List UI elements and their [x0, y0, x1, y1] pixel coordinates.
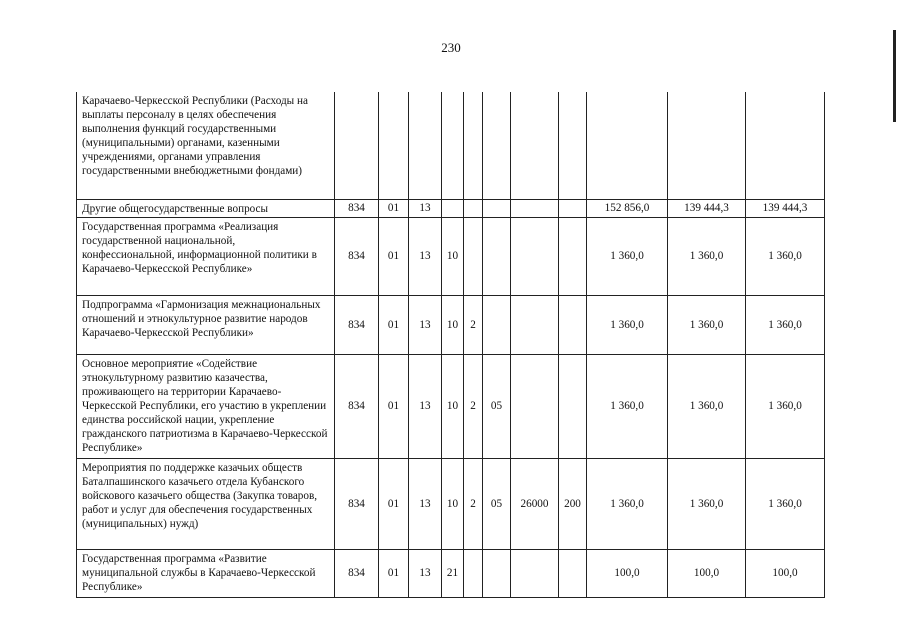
row-name: Государственная программа «Развитие муниципальной службы в Карачаево-Черкесской Республике» — [77, 549, 335, 597]
event-code — [483, 92, 511, 199]
ministry-code: 834 — [335, 354, 379, 458]
direction-code: 26000 — [511, 458, 559, 549]
table-row — [77, 199, 825, 217]
direction-code — [511, 92, 559, 199]
amount-1: 1 360,0 — [587, 217, 668, 295]
subprogram-code — [464, 217, 483, 295]
subprogram-code: 2 — [464, 354, 483, 458]
subprogram-code — [464, 549, 483, 597]
amount-2: 1 360,0 — [668, 295, 746, 354]
subsection-code: 13 — [409, 549, 442, 597]
event-code — [483, 199, 511, 217]
subsection-code — [409, 92, 442, 199]
subsection-code: 13 — [409, 295, 442, 354]
section-code — [379, 92, 409, 199]
table-row — [77, 354, 825, 458]
amount-1: 1 360,0 — [587, 295, 668, 354]
direction-code — [511, 217, 559, 295]
subsection-code: 13 — [409, 199, 442, 217]
program-code: 10 — [442, 354, 464, 458]
expense-type-code — [559, 295, 587, 354]
ministry-code: 834 — [335, 549, 379, 597]
row-name: Другие общегосударственные вопросы — [77, 199, 335, 217]
event-code — [483, 217, 511, 295]
table-row — [77, 92, 825, 199]
section-code: 01 — [379, 217, 409, 295]
direction-code — [511, 549, 559, 597]
amount-2: 1 360,0 — [668, 354, 746, 458]
table-row — [77, 217, 825, 295]
ministry-code: 834 — [335, 295, 379, 354]
row-name: Мероприятия по поддержке казачьих обществ Баталпашинского казачьего отдела Кубанского войскового казачьего общества (Закупка товаров, работ и услуг для обеспечения государственных (муниципальных) нужд) — [77, 458, 335, 549]
row-name: Карачаево-Черкесской Республики (Расходы на выплаты персоналу в целях обеспечения выполнения функций государственными (муниципальными) органами, казенными учреждениями, органами управления государственными внебюджетными фондами) — [77, 92, 335, 199]
expense-type-code — [559, 354, 587, 458]
amount-2: 100,0 — [668, 549, 746, 597]
amount-2: 1 360,0 — [668, 217, 746, 295]
row-name: Основное мероприятие «Содействие этнокультурному развитию казачества, проживающего на территории Карачаево-Черкесской Республики, его участию в укреплении единства российской нации, укрепление гражданского патриотизма в Карачаево-Черкесской Республике» — [77, 354, 335, 458]
section-code: 01 — [379, 295, 409, 354]
expense-type-code — [559, 217, 587, 295]
event-code: 05 — [483, 354, 511, 458]
page-number: 230 — [441, 40, 461, 55]
amount-2: 139 444,3 — [668, 199, 746, 217]
amount-2 — [668, 92, 746, 199]
table-row — [77, 295, 825, 354]
direction-code — [511, 354, 559, 458]
event-code — [483, 295, 511, 354]
program-code: 10 — [442, 295, 464, 354]
scan-edge-mark — [893, 30, 896, 122]
amount-1: 152 856,0 — [587, 199, 668, 217]
budget-table — [76, 92, 825, 598]
amount-3: 1 360,0 — [746, 354, 825, 458]
program-code: 21 — [442, 549, 464, 597]
event-code — [483, 549, 511, 597]
amount-3: 1 360,0 — [746, 458, 825, 549]
amount-2: 1 360,0 — [668, 458, 746, 549]
section-code: 01 — [379, 458, 409, 549]
amount-3 — [746, 92, 825, 199]
row-name: Государственная программа «Реализация государственной национальной, конфессиональной, информационной политики в Карачаево-Черкесской Республике» — [77, 217, 335, 295]
ministry-code: 834 — [335, 458, 379, 549]
program-code: 10 — [442, 217, 464, 295]
program-code — [442, 199, 464, 217]
subprogram-code: 2 — [464, 458, 483, 549]
subsection-code: 13 — [409, 458, 442, 549]
amount-3: 139 444,3 — [746, 199, 825, 217]
ministry-code — [335, 92, 379, 199]
section-code: 01 — [379, 549, 409, 597]
row-name: Подпрограмма «Гармонизация межнациональных отношений и этнокультурное развитие народов Карачаево-Черкесской Республики» — [77, 295, 335, 354]
expense-type-code — [559, 92, 587, 199]
ministry-code: 834 — [335, 217, 379, 295]
section-code: 01 — [379, 354, 409, 458]
amount-3: 1 360,0 — [746, 217, 825, 295]
subprogram-code: 2 — [464, 295, 483, 354]
event-code: 05 — [483, 458, 511, 549]
subsection-code: 13 — [409, 217, 442, 295]
ministry-code: 834 — [335, 199, 379, 217]
section-code: 01 — [379, 199, 409, 217]
table-row — [77, 549, 825, 597]
expense-type-code — [559, 199, 587, 217]
subprogram-code — [464, 92, 483, 199]
amount-3: 1 360,0 — [746, 295, 825, 354]
amount-1: 1 360,0 — [587, 354, 668, 458]
subprogram-code — [464, 199, 483, 217]
amount-1: 100,0 — [587, 549, 668, 597]
program-code — [442, 92, 464, 199]
expense-type-code — [559, 549, 587, 597]
subsection-code: 13 — [409, 354, 442, 458]
program-code: 10 — [442, 458, 464, 549]
amount-3: 100,0 — [746, 549, 825, 597]
direction-code — [511, 295, 559, 354]
table-row — [77, 458, 825, 549]
direction-code — [511, 199, 559, 217]
expense-type-code: 200 — [559, 458, 587, 549]
amount-1 — [587, 92, 668, 199]
amount-1: 1 360,0 — [587, 458, 668, 549]
